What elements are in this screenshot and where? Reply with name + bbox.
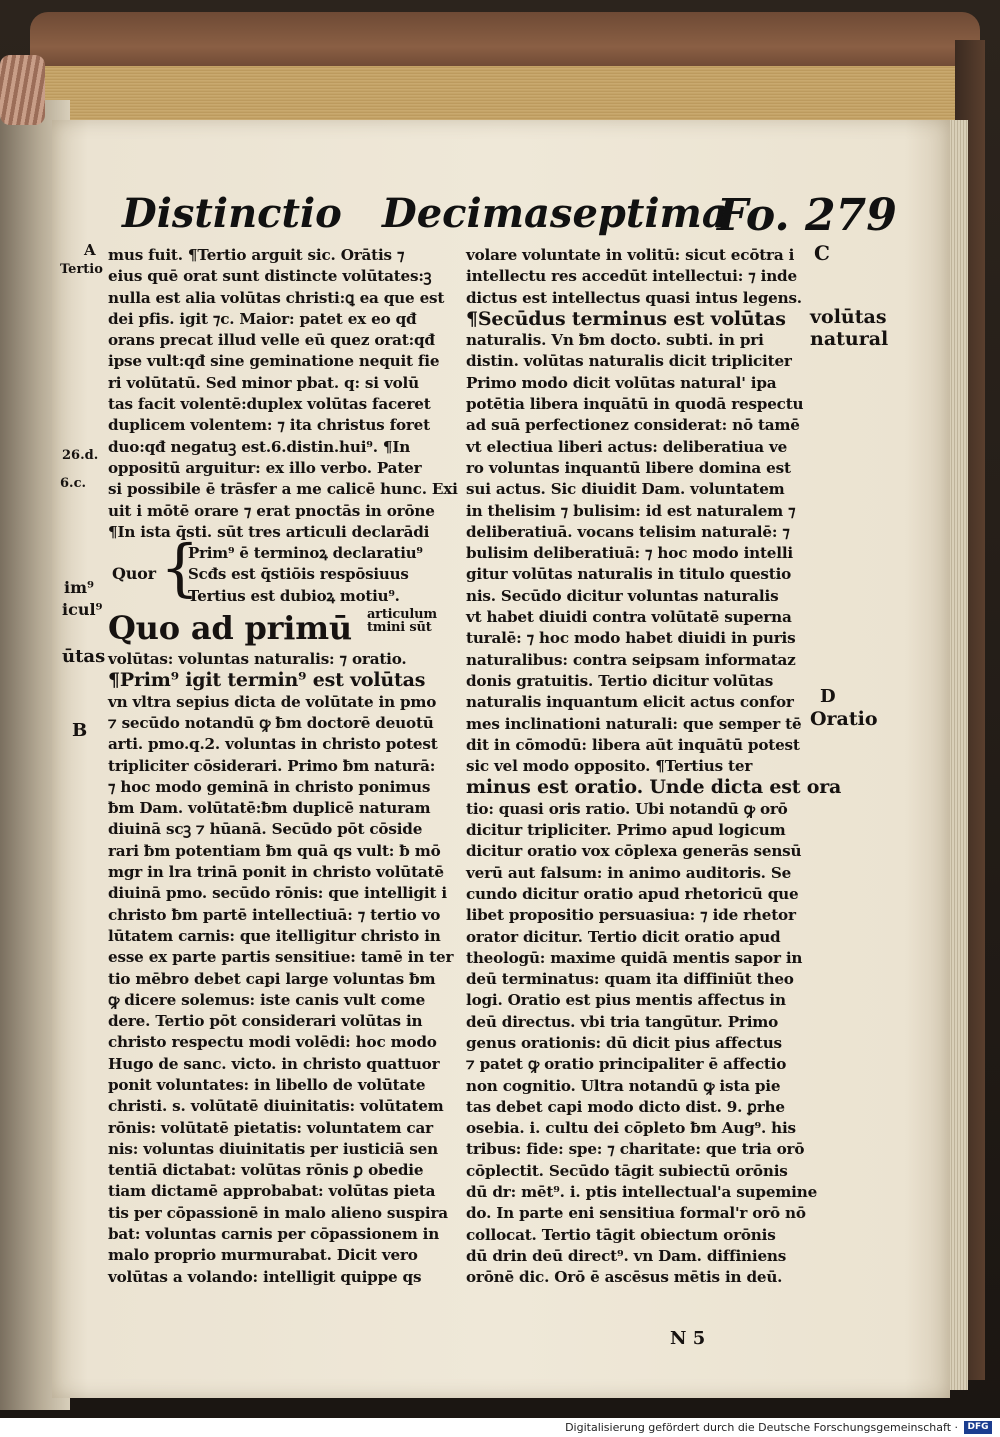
text-line: verū aut falsum: in animo auditoris. Se [466, 863, 792, 882]
text-line: ponit voluntates: in libello de volūtate [108, 1075, 426, 1094]
text-line: orator dicitur. Tertio dicit oratio apud [466, 927, 781, 946]
margin-note-primi: im⁹ [64, 578, 95, 597]
margin-note-26d: 26.d. [62, 448, 99, 463]
dfg-logo: DFG [964, 1421, 992, 1434]
text-line: bulisim deliberatiuā: ⁊ hoc modo intelli [466, 544, 793, 563]
text-line: potētia libera inquātū in quodā respectu [466, 395, 804, 414]
text-line: nulla est alia volūtas christi:ꝗ ea que est [108, 288, 445, 307]
text-line: libet propositio persuasiua: ⁊ ide rhetor [466, 906, 796, 925]
text-line: ⁊ secūdo notandū ꝙ ƀm doctorē deuotū [108, 713, 434, 732]
text-line: in thelisim ⁊ bulisim: id est naturalem ⁊ [466, 501, 796, 520]
text-line: oppositū arguitur: ex illo verbo. Pater [108, 458, 422, 477]
text-line: eius quē orat sunt distincte volūtates:ꝫ [108, 267, 432, 286]
left-column [108, 245, 458, 1288]
text-line: ro voluntas inquantū libere domina est [466, 458, 791, 477]
text-line: nis. Secūdo dicitur voluntas naturalis [466, 586, 779, 605]
section-heading [108, 607, 452, 649]
text-line: lūtatem carnis: que itelligitur christo in [108, 926, 441, 945]
text-line: logi. Oratio est pius mentis affectus in [466, 991, 786, 1010]
text-line: bat: voluntas carnis per cōpassionem in [108, 1225, 440, 1244]
margin-note-6c: 6.c. [60, 476, 87, 491]
heading-small-top: articulum [366, 607, 437, 623]
text-line: esse ex parte partis sensitiue: tamē in ter [108, 948, 454, 967]
running-head-middle: Decimaseptima [382, 190, 728, 237]
text-line: turalē: ⁊ hoc modo habet diuidi in puris [466, 629, 796, 648]
brace-item: Prim⁹ ē terminoꝝ declaratiu⁹ [188, 544, 423, 563]
brace-item: Scđs est q̄stiōis respōsiuus [188, 565, 409, 584]
text-line: orans precat illud velle eū quez orat:qđ [108, 331, 435, 350]
text-line: minus est oratio. Unde dicta est ora [466, 776, 842, 799]
text-line: tis per cōpassionē in malo alieno suspira [108, 1203, 448, 1222]
brace-key: Quor [112, 564, 156, 584]
text-line: christo respectu modi volēdi: hoc modo [108, 1033, 437, 1052]
text-line: ⁊ patet ꝙ oratio principaliter ē affectio [466, 1055, 787, 1074]
text-line: tripliciter cōsiderari. Primo ƀm naturā: [108, 756, 436, 775]
text-line: volūtas: voluntas naturalis: ⁊ oratio. [108, 650, 407, 669]
text-line: sui actus. Sic diuidit Dam. voluntatem [466, 480, 785, 499]
text-line: malo proprio murmurabat. Dicit vero [108, 1246, 418, 1265]
text-line: cōplectit. Secūdo tāgit subiectū orōnis [466, 1161, 788, 1180]
text-line: duplicem volentem: ⁊ ita christus foret [108, 416, 430, 435]
text-line: nis: voluntas diuinitatis per iusticiā sen [108, 1139, 438, 1158]
text-line: intellectu res accedūt intellectui: ⁊ inde [466, 267, 797, 286]
text-line: tribus: fide: spe: ⁊ charitate: que tria orō [466, 1140, 805, 1159]
text-line: arti. pmo.q.2. voluntas in christo potest [108, 735, 438, 754]
funding-credit: Digitalisierung gefördert durch die Deutsche Forschungsgemeinschaft · [565, 1421, 958, 1434]
text-line: do. In parte eni sensitiua formal'r orō nō [466, 1204, 806, 1223]
text-line: Hugo de sanc. victo. in christo quattuor [108, 1054, 440, 1073]
text-line: christo ƀm partē intellectiuā: ⁊ tertio vo [108, 905, 441, 924]
curly-brace-glyph: { [160, 531, 200, 605]
text-line: ⁊ hoc modo geminā in christo ponimus [108, 777, 431, 796]
text-line: ipse vult:qđ sine geminatione nequit fie [108, 352, 440, 371]
margin-note-voluntas: volūtas [810, 306, 887, 328]
text-line: dictus est intellectus quasi intus legens. [466, 288, 802, 307]
text-line: naturalis inquantum elicit actus confor [466, 693, 794, 712]
text-line: Primo modo dicit volūtas natural' ipa [466, 373, 777, 392]
text-line: sic vel modo opposito. ¶Tertius ter [466, 757, 753, 776]
text-line: tiam dictamē approbabat: volūtas pieta [108, 1182, 436, 1201]
text-line: ¶Secūdus terminus est volūtas [466, 307, 786, 330]
folio-number: Fo. 279 [717, 190, 897, 241]
heading-small [367, 608, 437, 634]
text-line: mus fuit. ¶Tertio arguit sic. Orātis ⁊ [108, 246, 405, 264]
heading-small-bottom: tmini sūt [366, 620, 432, 636]
text-line: tentiā dictabat: volūtas rōnis ꝑ obedie [108, 1161, 424, 1180]
book-page [52, 120, 950, 1398]
text-line: distin. volūtas naturalis dicit tripliciter [466, 352, 792, 371]
text-line: genus orationis: dū dicit pius affectus [466, 1033, 782, 1052]
margin-note-b: B [72, 720, 88, 741]
text-line: dit in cōmodū: libera aūt inquātū potest [466, 735, 800, 754]
text-line: ƀm Dam. volūtatē:ƀm duplicē naturam [108, 799, 431, 818]
text-line: naturalis. Vn ƀm docto. subti. in pri [466, 331, 764, 350]
text-line: dū drin deū direct⁹. vn Dam. diffiniens [466, 1246, 787, 1265]
text-line: ꝙ dicere solemus: iste canis vult come [108, 990, 426, 1009]
text-line: vt habet diuidi contra volūtatē superna [466, 608, 792, 627]
text-line: donis gratuitis. Tertio dicitur volūtas [466, 671, 774, 690]
text-line: deū terminatus: quam ita diffiniūt theo [466, 970, 794, 989]
margin-note-naturalis: natural [810, 328, 889, 350]
heading-large: Quo ad primū [108, 609, 352, 648]
text-line: rari ƀm potentiam ƀm quā qs vult: ƀ mō [108, 841, 441, 860]
text-line: naturalibus: contra seipsam informataz [466, 650, 796, 669]
text-line: ad suā perfectionez considerat: nō tamē [466, 416, 800, 435]
text-line: mes inclinationi naturali: que semper tē [466, 714, 802, 733]
text-line: deliberatiuā. vocans telisim naturalē: ⁊ [466, 522, 790, 541]
text-line: dicitur tripliciter. Primo apud logicum [466, 821, 786, 840]
text-line: gitur volūtas naturalis in titulo questio [466, 565, 792, 584]
text-line: ¶In ista q̄sti. sūt tres articuli declarādi [108, 522, 430, 541]
text-line: osebia. i. cultu dei cōpleto ƀm Aug⁹. his [466, 1119, 796, 1138]
text-line: diuinā scꝫ ⁊ hūanā. Secūdo pōt cōside [108, 820, 423, 839]
binding-cord [0, 55, 45, 125]
text-line: dicitur oratio vox cōplexa generās sensū [466, 842, 802, 861]
brace-item: Tertius est dubioꝝ motiu⁹. [188, 586, 400, 605]
text-line: tio: quasi oris ratio. Ubi notandū ꝙ orō [466, 799, 788, 818]
text-line: vn vltra sepius dicta de volūtate in pmo [108, 692, 437, 711]
text-line: rōnis: volūtatē pietatis: voluntatem car [108, 1118, 433, 1137]
right-column [466, 245, 842, 1289]
text-line: ¶Prim⁹ igit termin⁹ est volūtas [108, 669, 426, 692]
text-line: orōnē dic. Orō ē ascēsus mētis in deū. [466, 1268, 783, 1287]
text-line: si possibile ē trāsfer a me calicē hunc. Exi [108, 480, 458, 499]
text-line: tas facit volentē:duplex volūtas faceret [108, 395, 431, 414]
text-line: uit i mōtē orare ⁊ erat pnoctās in orōne [108, 501, 435, 520]
brace-items [188, 543, 423, 607]
text-line: diuinā pmo. secūdo rōnis: que intelligit i [108, 884, 447, 903]
margin-note-voluntas: ūtas [62, 646, 106, 667]
text-line: christi. s. volūtatē diuinitatis: volūtatem [108, 1097, 444, 1116]
text-line: volūtas a volando: intelligit quippe qs [108, 1267, 422, 1286]
text-line: dū dr: mēt⁹. i. ptis intellectual'a supemine [466, 1183, 818, 1202]
text-line: vt electiua liberi actus: deliberatiua ve [466, 437, 788, 456]
text-line: tas debet capi modo dicto dist. 9. ꝑrhe [466, 1097, 785, 1116]
text-line: duo:qđ negatuꝫ est.6.distin.hui⁹. ¶In [108, 437, 411, 456]
margin-note-oratio: Oratio [810, 708, 878, 730]
margin-note-a: A [84, 241, 96, 259]
margin-note-articulus: icul⁹ [62, 600, 103, 619]
text-line: tio mēbro debet capi large voluntas ƀm [108, 969, 436, 988]
text-line: deū directus. vbi tria tangūtur. Primo [466, 1012, 779, 1031]
text-line: dere. Tertio pōt considerari volūtas in [108, 1012, 423, 1031]
text-line: ri volūtatū. Sed minor pbat. q: si volū [108, 373, 419, 392]
margin-note-c: C [814, 241, 830, 265]
text-line: mgr in lra trinā ponit in christo volūtatē [108, 863, 444, 882]
text-line: collocat. Tertio tāgit obiectum orōnis [466, 1225, 776, 1244]
text-line: dei pfis. igit ⁊c. Maior: patet ex eo qđ [108, 309, 417, 328]
running-head-left: Distinctio [122, 190, 342, 237]
signature-mark: N 5 [670, 1328, 706, 1349]
text-line: non cognitio. Ultra notandū ꝙ ista pie [466, 1076, 781, 1095]
text-line: cundo dicitur oratio apud rhetoricū que [466, 884, 799, 903]
text-line: theologū: maxime quidā mentis sapor in [466, 948, 803, 967]
margin-note-tertio: Tertio [60, 262, 103, 277]
text-line: volare voluntate in volitū: sicut ecōtra i [466, 246, 795, 264]
margin-note-d: D [820, 686, 836, 707]
